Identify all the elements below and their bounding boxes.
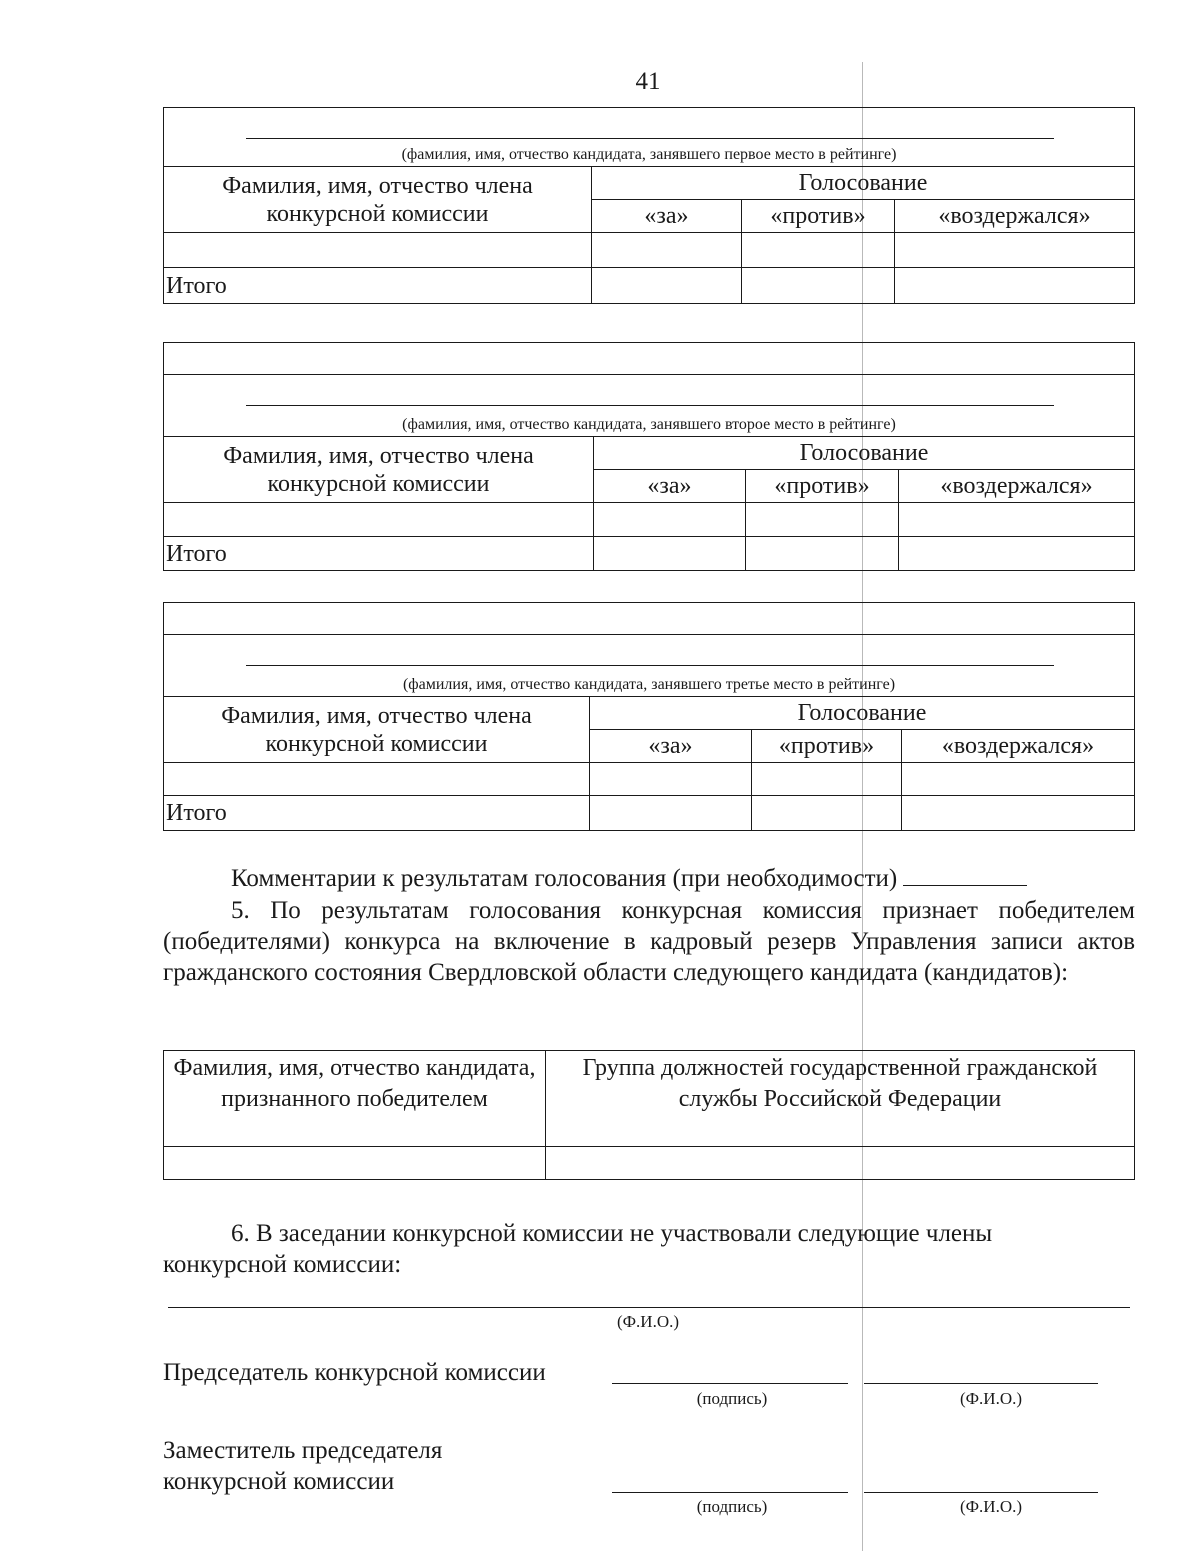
total-for-cell[interactable] — [594, 537, 746, 571]
vote-for-cell[interactable] — [592, 233, 742, 268]
page-number: 41 — [635, 68, 661, 95]
candidate-name-cell[interactable] — [164, 375, 1135, 437]
member-name-header: Фамилия, имя, отчество члена конкурсной комиссии — [164, 437, 594, 503]
comments-text: Комментарии к результатам голосования (при необходимости) — [231, 865, 898, 892]
total-for-cell[interactable] — [592, 268, 742, 304]
total-against-cell[interactable] — [742, 268, 895, 304]
deputy-label-line1: Заместитель председателя — [163, 1437, 443, 1464]
col-for-header: «за» — [590, 730, 752, 763]
total-against-cell[interactable] — [746, 537, 899, 571]
voting-header: Голосование — [592, 167, 1135, 200]
position-group-cell[interactable] — [546, 1147, 1135, 1180]
voting-header: Голосование — [590, 697, 1135, 730]
total-label: Итого — [164, 796, 590, 831]
fio-caption-small: (Ф.И.О.) — [959, 1389, 1023, 1408]
col-for-header: «за» — [594, 470, 746, 503]
fio-caption-small: (Ф.И.О.) — [959, 1497, 1023, 1516]
member-name-cell[interactable] — [164, 763, 590, 796]
vote-table-first-place — [163, 107, 1135, 304]
total-abstain-cell[interactable] — [902, 796, 1135, 831]
vote-against-cell[interactable] — [752, 763, 902, 796]
absent-members-line[interactable] — [168, 1307, 1130, 1308]
col-against-header: «против» — [742, 200, 895, 233]
chairman-signature-line[interactable] — [612, 1383, 848, 1384]
candidate-caption: (фамилия, имя, отчество кандидата, занявшего третье место в рейтинге) — [402, 676, 896, 693]
candidate-caption: (фамилия, имя, отчество кандидата, занявшего первое место в рейтинге) — [401, 146, 897, 163]
candidate-caption: (фамилия, имя, отчество кандидата, занявшего второе место в рейтинге) — [402, 416, 896, 433]
winner-name-header: Фамилия, имя, отчество кандидата, признанного победителем — [164, 1051, 546, 1147]
signature-caption: (подпись) — [696, 1389, 768, 1408]
deputy-fio-line[interactable] — [864, 1492, 1098, 1493]
col-against-header: «против» — [752, 730, 902, 763]
col-abstain-header: «воздержался» — [895, 200, 1135, 233]
fio-caption: (Ф.И.О.) — [616, 1312, 680, 1331]
table-blank-row[interactable] — [164, 343, 1135, 375]
comments-paragraph — [163, 863, 1135, 894]
deputy-signature-line[interactable] — [612, 1492, 848, 1493]
member-name-cell[interactable] — [164, 503, 594, 537]
total-against-cell[interactable] — [752, 796, 902, 831]
col-abstain-header: «воздержался» — [899, 470, 1135, 503]
vote-against-cell[interactable] — [742, 233, 895, 268]
member-name-header: Фамилия, имя, отчество члена конкурсной комиссии — [164, 697, 590, 763]
table-blank-row[interactable] — [164, 603, 1135, 635]
vote-abstain-cell[interactable] — [902, 763, 1135, 796]
voting-header: Голосование — [594, 437, 1135, 470]
member-name-cell[interactable] — [164, 233, 592, 268]
total-abstain-cell[interactable] — [895, 268, 1135, 304]
vote-for-cell[interactable] — [594, 503, 746, 537]
vote-for-cell[interactable] — [590, 763, 752, 796]
section-6-paragraph: 6. В заседании конкурсной комиссии не участвовали следующие члены конкурсной комиссии: — [163, 1220, 993, 1278]
signature-caption: (подпись) — [696, 1497, 768, 1516]
col-against-header: «против» — [746, 470, 899, 503]
total-abstain-cell[interactable] — [899, 537, 1135, 571]
vote-against-cell[interactable] — [746, 503, 899, 537]
comments-fill-line[interactable] — [903, 865, 1027, 886]
winner-table — [163, 1050, 1135, 1180]
section-5-paragraph: 5. По результатам голосования конкурсная комиссия признает победителем (победителями) конкурса на включение в кадровый резерв Управления записи актов гражданского состояния Свердловской области следующего кандидата (кандидатов): — [163, 897, 1135, 986]
chairman-fio-line[interactable] — [864, 1383, 1098, 1384]
deputy-label-line2: конкурсной комиссии — [163, 1468, 395, 1495]
col-abstain-header: «воздержался» — [902, 730, 1135, 763]
vote-abstain-cell[interactable] — [895, 233, 1135, 268]
chairman-label: Председатель конкурсной комиссии — [163, 1359, 546, 1386]
candidate-name-line — [246, 405, 1054, 406]
total-label: Итого — [164, 268, 592, 304]
vote-table-second-place — [163, 342, 1135, 571]
candidate-name-line — [246, 665, 1054, 666]
col-for-header: «за» — [592, 200, 742, 233]
winner-name-cell[interactable] — [164, 1147, 546, 1180]
vote-abstain-cell[interactable] — [899, 503, 1135, 537]
total-for-cell[interactable] — [590, 796, 752, 831]
total-label: Итого — [164, 537, 594, 571]
member-name-header: Фамилия, имя, отчество члена конкурсной комиссии — [164, 167, 592, 233]
candidate-name-cell[interactable] — [164, 108, 1135, 167]
position-group-header: Группа должностей государственной гражданской службы Российской Федерации — [546, 1051, 1135, 1147]
vote-table-third-place — [163, 602, 1135, 831]
candidate-name-cell[interactable] — [164, 635, 1135, 697]
candidate-name-line — [246, 138, 1054, 139]
